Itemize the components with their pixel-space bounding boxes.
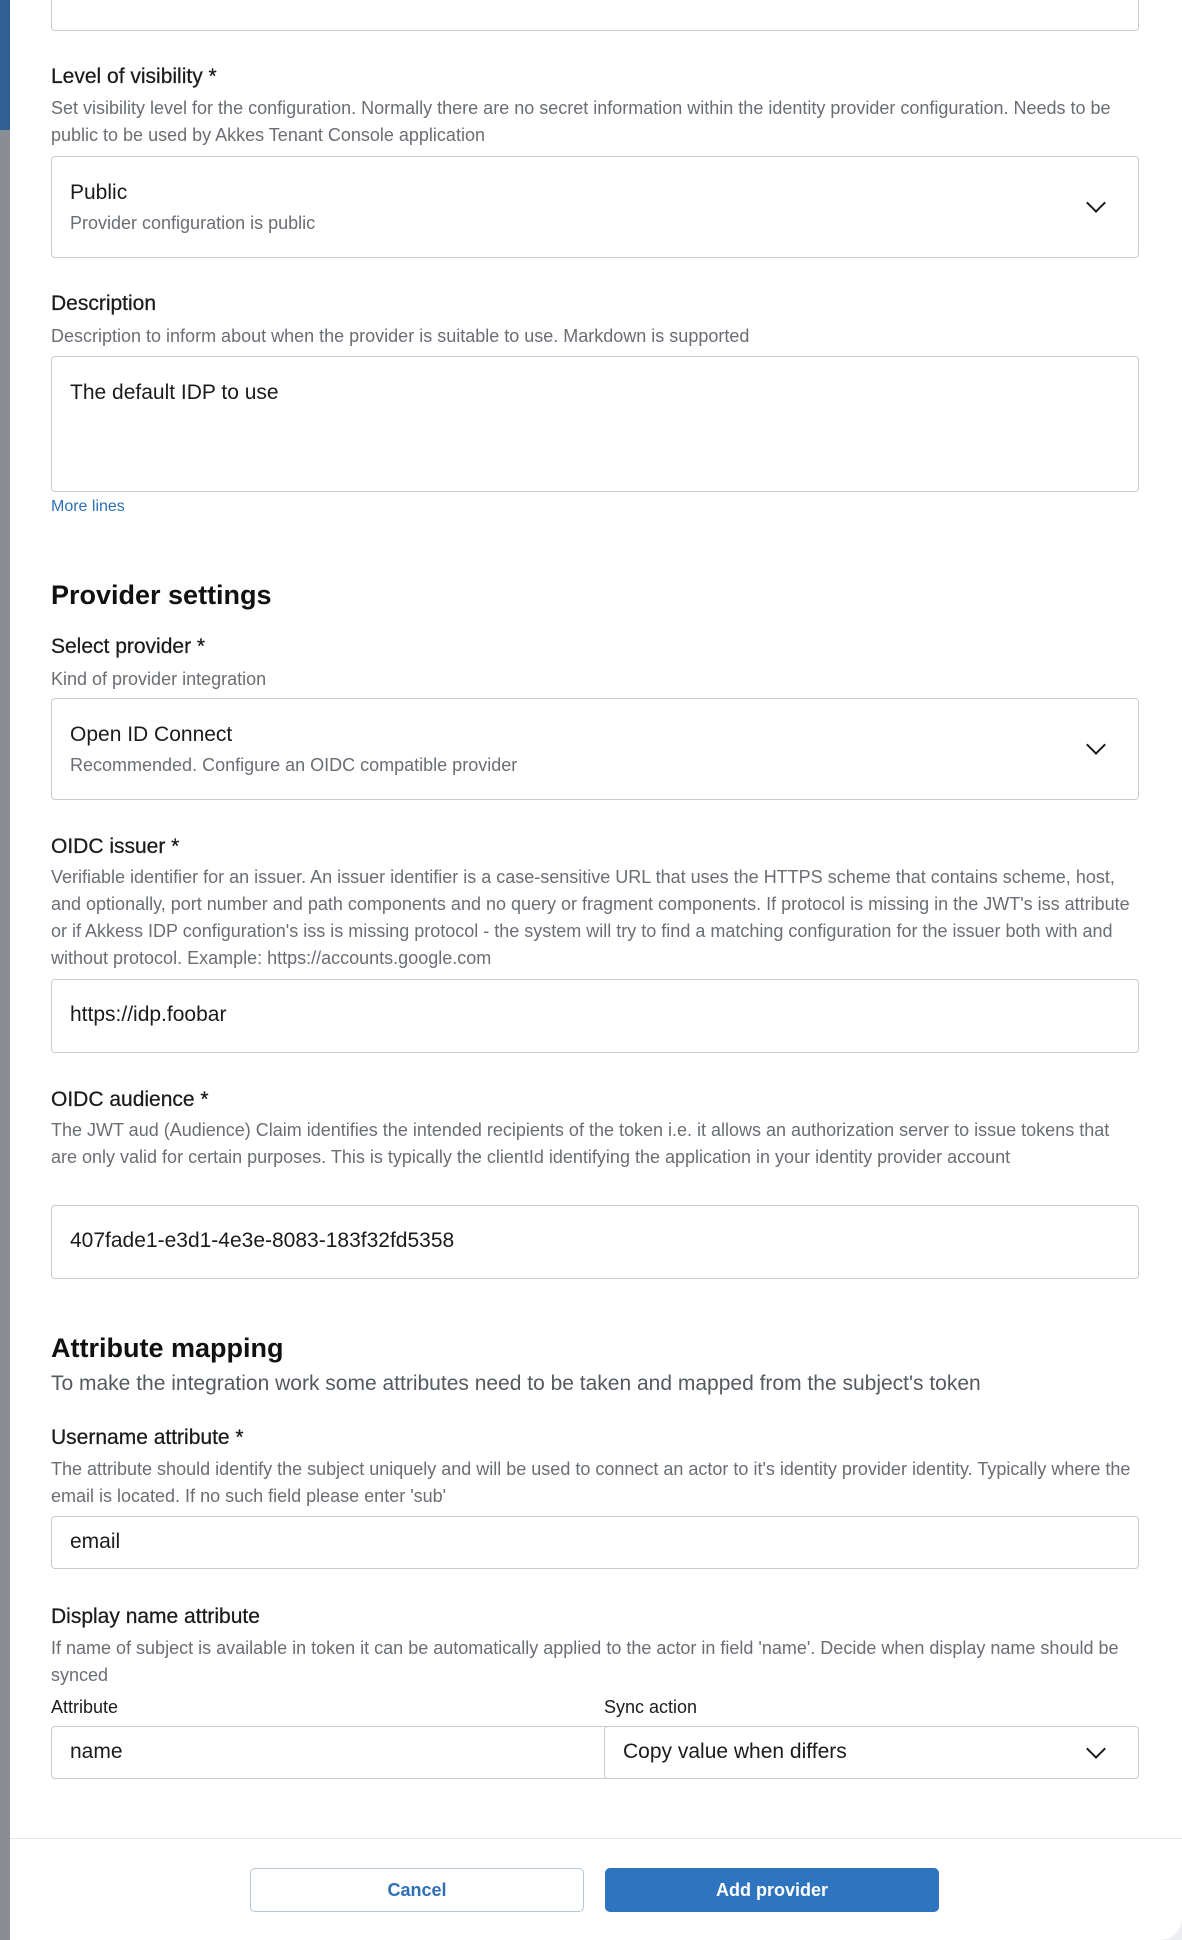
- attribute-mapping-subtitle: To make the integration work some attributes need to be taken and mapped from the subject's token: [51, 1372, 981, 1395]
- oidc-issuer-field: [51, 834, 1139, 972]
- attribute-column: [51, 1697, 571, 1718]
- background-sidebar-accent: [0, 0, 10, 130]
- oidc-issuer-value: https://idp.foobar: [70, 1003, 227, 1026]
- select-provider-selected-value: Open ID Connect: [70, 723, 233, 746]
- select-provider-help: Kind of provider integration: [51, 669, 267, 689]
- username-attribute-field: [51, 1425, 1139, 1510]
- display-name-attribute-field: [51, 1604, 1139, 1689]
- sync-action-label: Sync action: [604, 1697, 698, 1717]
- sync-action-column: [604, 1697, 1124, 1718]
- select-provider-field: [51, 634, 1139, 693]
- select-provider-label: Select provider *: [51, 635, 206, 658]
- cancel-button[interactable]: Cancel: [250, 1868, 584, 1912]
- oidc-audience-help: The JWT aud (Audience) Claim identifies the intended recipients of the token i.e. it allows an authorization server to issue tokens that are only valid for certain purposes. This is typically the clientId identifying the application in your identity provider account: [51, 1120, 1110, 1167]
- description-label: Description: [51, 292, 157, 315]
- chevron-down-icon: [1086, 735, 1106, 755]
- description-textarea[interactable]: [51, 356, 1139, 492]
- chevron-down-icon: [1086, 1739, 1106, 1759]
- visibility-selected-sub: Provider configuration is public: [70, 213, 316, 233]
- visibility-field: [51, 64, 1139, 149]
- oidc-issuer-input[interactable]: [51, 979, 1139, 1053]
- visibility-select[interactable]: [51, 156, 1139, 258]
- more-lines-row: [51, 498, 1139, 516]
- description-value: The default IDP to use: [70, 381, 279, 404]
- display-name-attribute-label: Display name attribute: [51, 1605, 260, 1628]
- oidc-audience-value: 407fade1-e3d1-4e3e-8083-183f32fd5358: [70, 1229, 455, 1252]
- more-lines-link[interactable]: More lines: [51, 498, 125, 515]
- visibility-help: Set visibility level for the configuration. Normally there are no secret information within the identity provider configuration. Needs to be public to be used by Akkes Tenant Console application: [51, 98, 1111, 145]
- add-provider-button[interactable]: Add provider: [605, 1868, 939, 1912]
- oidc-audience-field: [51, 1087, 1139, 1171]
- visibility-selected-value: Public: [70, 181, 128, 204]
- add-provider-dialog: [10, 0, 1182, 1940]
- oidc-audience-label: OIDC audience *: [51, 1088, 209, 1111]
- sync-action-select[interactable]: [604, 1726, 1139, 1779]
- attribute-mapping-title: Attribute mapping: [51, 1333, 284, 1363]
- oidc-audience-input[interactable]: [51, 1205, 1139, 1279]
- chevron-down-icon: [1086, 193, 1106, 213]
- display-name-attribute-input[interactable]: [51, 1726, 635, 1779]
- description-help: Description to inform about when the provider is suitable to use. Markdown is supported: [51, 326, 750, 346]
- description-field: [51, 291, 1139, 350]
- display-name-attribute-value: name: [70, 1740, 123, 1763]
- previous-field-input[interactable]: [51, 0, 1139, 31]
- footer-divider: [10, 1838, 1182, 1839]
- username-attribute-value: email: [70, 1530, 121, 1553]
- background-sidebar: [0, 0, 10, 1940]
- attribute-mapping-section: [51, 1332, 1139, 1398]
- provider-settings-title: Provider settings: [51, 580, 272, 610]
- select-provider-selected-sub: Recommended. Configure an OIDC compatible provider: [70, 755, 518, 775]
- username-attribute-label: Username attribute *: [51, 1426, 244, 1449]
- display-name-attribute-help: If name of subject is available in token it can be automatically applied to the actor in field 'name'. Decide when display name should be synced: [51, 1638, 1119, 1685]
- sync-action-selected-value: Copy value when differs: [623, 1740, 847, 1763]
- username-attribute-help: The attribute should identify the subject uniquely and will be used to connect an actor to it's identity provider identity. Typically where the email is located. If no such field please enter 'sub': [51, 1459, 1131, 1506]
- provider-settings-section: [51, 579, 1139, 611]
- oidc-issuer-help: Verifiable identifier for an issuer. An issuer identifier is a case-sensitive URL that uses the HTTPS scheme that contains scheme, host, and optionally, port number and path components and no query or fragment components. If protocol is missing in the JWT's iss attribute or if Akkess IDP configuration's iss is missing protocol - the system will try to find a matching configuration for the issuer both with and without protocol. Example: https://accounts.google.com: [51, 867, 1130, 968]
- select-provider-select[interactable]: [51, 698, 1139, 800]
- attribute-label: Attribute: [51, 1697, 119, 1717]
- visibility-label: Level of visibility *: [51, 65, 217, 88]
- username-attribute-input[interactable]: [51, 1516, 1139, 1569]
- oidc-issuer-label: OIDC issuer *: [51, 835, 180, 858]
